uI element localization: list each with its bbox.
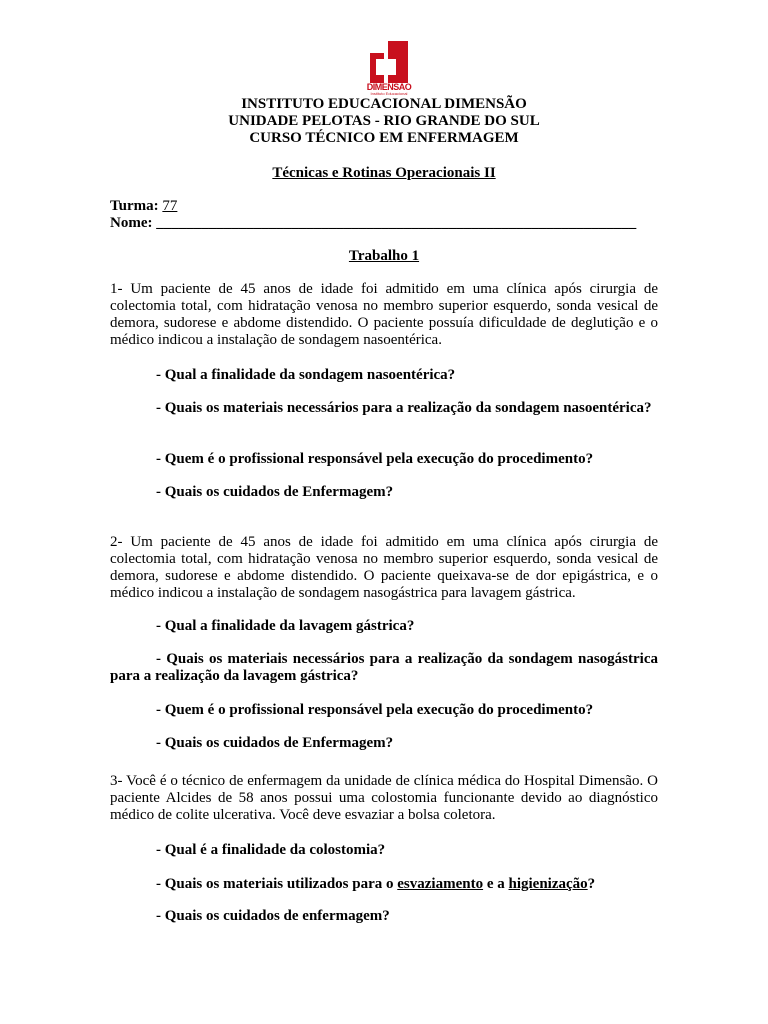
nome-field [110, 215, 636, 232]
logo-subtitle: Instituto Educacional [370, 91, 408, 96]
case-3-question-2-term-esvaziamento: esvaziamento [397, 876, 484, 892]
case-1-question-3: - Quem é o profissional responsável pela execução do procedimento? [156, 451, 594, 467]
logo-mark [370, 41, 408, 83]
case-2-question-1: - Qual a finalidade da lavagem gástrica? [156, 618, 415, 634]
case-1-text: 1- Um paciente de 45 anos de idade foi admitido em uma clínica após cirurgia de colectomia total, com hidratação venosa no membro superior esquerdo, sonda vesical de demora, sudorese e abdome distendido. O paciente possuía dificuldade de deglutição e o médico indicou a instalação de sondagem nasoentérica. [110, 281, 658, 348]
case-3-question-2 [156, 876, 595, 893]
turma-field [110, 198, 177, 215]
case-3-question-2-mid: e a [486, 876, 505, 892]
unit-name: UNIDADE PELOTAS - RIO GRANDE DO SUL [228, 113, 540, 129]
case-2-question-3: - Quem é o profissional responsável pela execução do procedimento? [156, 702, 594, 718]
assignment-title: Trabalho 1 [348, 248, 420, 264]
case-1-question-2: - Quais os materiais necessários para a realização da sondagem nasoentérica? [156, 400, 652, 416]
case-1-question-1: - Qual a finalidade da sondagem nasoentérica? [156, 367, 456, 383]
institution-name: INSTITUTO EDUCACIONAL DIMENSÃO [241, 96, 527, 112]
turma-label: Turma: [110, 198, 159, 214]
case-3-question-2-suffix: ? [587, 876, 596, 892]
turma-value: 77 [162, 198, 178, 214]
course-name: CURSO TÉCNICO EM ENFERMAGEM [249, 130, 519, 146]
subject-title: Técnicas e Rotinas Operacionais II [272, 165, 496, 181]
case-3-question-2-term-higienizacao: higienização [508, 876, 588, 892]
nome-label: Nome: [110, 215, 153, 231]
case-2-question-4: - Quais os cuidados de Enfermagem? [156, 735, 394, 751]
case-2-question-2: - Quais os materiais necessários para a realização da sondagem nasogástrica para a realização da lavagem gástrica? [110, 651, 658, 684]
logo-name: DIMENSÃO [366, 82, 412, 92]
nome-line: ________________________________________________________________ [156, 215, 637, 231]
case-2-text: 2- Um paciente de 45 anos de idade foi admitido em uma clínica após cirurgia de colectomia total, com hidratação venosa no membro superior esquerdo, sonda vesical de demora, sudorese e abdome distendido. O paciente queixava-se de dor epigástrica, e o médico indicou a instalação de sondagem nasogástrica para lavagem gástrica. [110, 534, 658, 601]
case-1-question-4: - Quais os cuidados de Enfermagem? [156, 484, 394, 500]
dimensao-logo [358, 41, 420, 96]
case-3-question-2-prefix: - Quais os materiais utilizados para o [156, 876, 394, 892]
case-3-text: 3- Você é o técnico de enfermagem da unidade de clínica médica do Hospital Dimensão. O paciente Alcides de 58 anos possui uma colostomia funcionante devido ao diagnóstico médico de colite ulcerativa. Você deve esvaziar a bolsa coletora. [110, 773, 658, 823]
case-3-question-3: - Quais os cuidados de enfermagem? [156, 908, 390, 924]
case-3-question-1: - Qual é a finalidade da colostomia? [156, 842, 386, 858]
